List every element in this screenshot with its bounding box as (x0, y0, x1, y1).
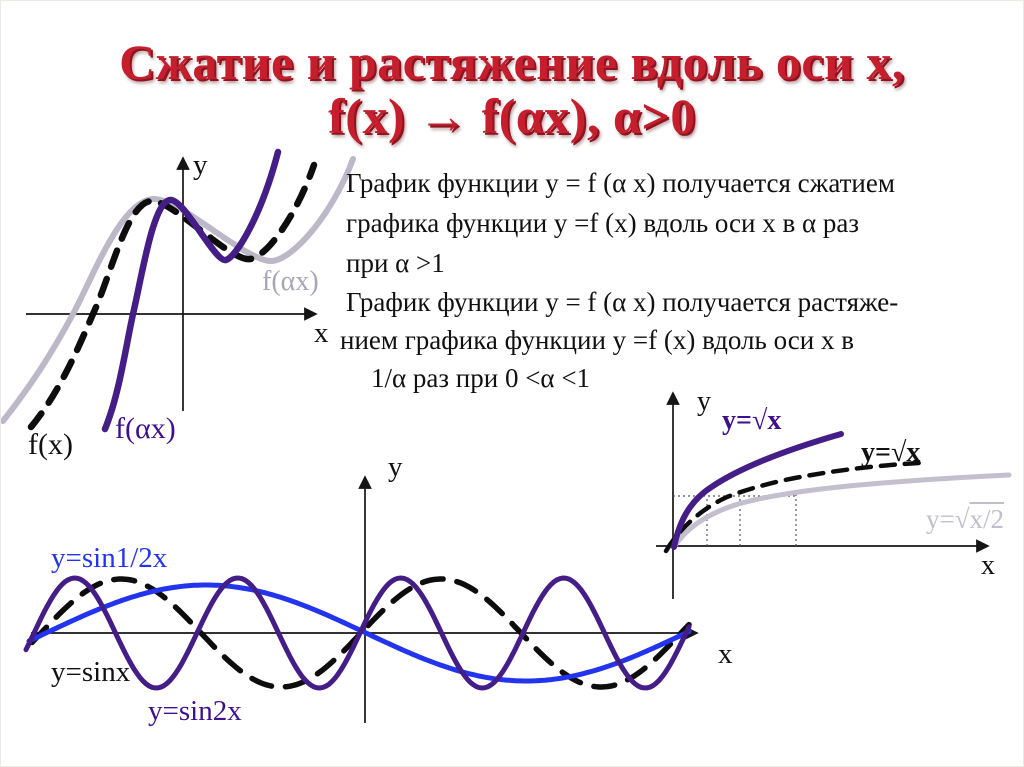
graph1-gray-curve-label: f(αx) (262, 266, 319, 297)
graph1-curve-f-alpha-x-compressed (105, 149, 278, 429)
graph1-fx-curve-label: f(x) (28, 428, 73, 461)
graph2-sqrt-family (656, 394, 1009, 599)
explanation-paragraph-stretching (340, 283, 898, 397)
graph2-dashed-curve-label: y=√x (861, 437, 921, 468)
graph2-gray-label-radicand: x/2 (969, 504, 1005, 534)
graph1-x-axis-label: x (314, 317, 329, 349)
graph2-purple-curve-label: y=√x (722, 405, 782, 436)
graph2-gray-curve-label (926, 506, 1004, 533)
explanation-line: График функции y = f (α x) получается сжатием (346, 168, 895, 198)
explanation-line: График функции y = f (α x) получается растяже- (346, 287, 899, 317)
graph3-sinx-label: y=sinx (51, 656, 131, 688)
explanation-paragraph-compression (346, 163, 895, 283)
slide-title-line2: f(x) → f(αx), α>0 (328, 88, 696, 144)
slide-title (1, 35, 1023, 143)
explanation-line: графика функции y =f (x) вдоль оси x в α раз (346, 208, 860, 238)
graph2-x-axis-label: x (981, 550, 995, 581)
explanation-line: нием графика функции y =f (x) вдоль оси x в (340, 325, 854, 355)
graph3-sin2x-label: y=sin2x (148, 695, 242, 727)
graph1-y-axis-label: y (193, 149, 208, 181)
graph2-curve-sqrt-x-dashed (666, 463, 919, 551)
graph3-y-axis-label: y (388, 451, 403, 483)
graph2-y-axis-label: y (697, 386, 711, 417)
explanation-line: 1/α раз при 0 <α <1 (371, 363, 591, 393)
graph2-gray-label-prefix: y=√ (926, 504, 970, 534)
graph3-x-axis-label: x (718, 638, 733, 670)
explanation-line: при α >1 (346, 248, 445, 278)
slide-title-line1: Сжатие и растяжение вдоль оси x, (119, 34, 905, 90)
graph1-purple-curve-label: f(αx) (115, 412, 176, 445)
graph3-sin-half-x-label: y=sin1/2x (51, 542, 168, 574)
